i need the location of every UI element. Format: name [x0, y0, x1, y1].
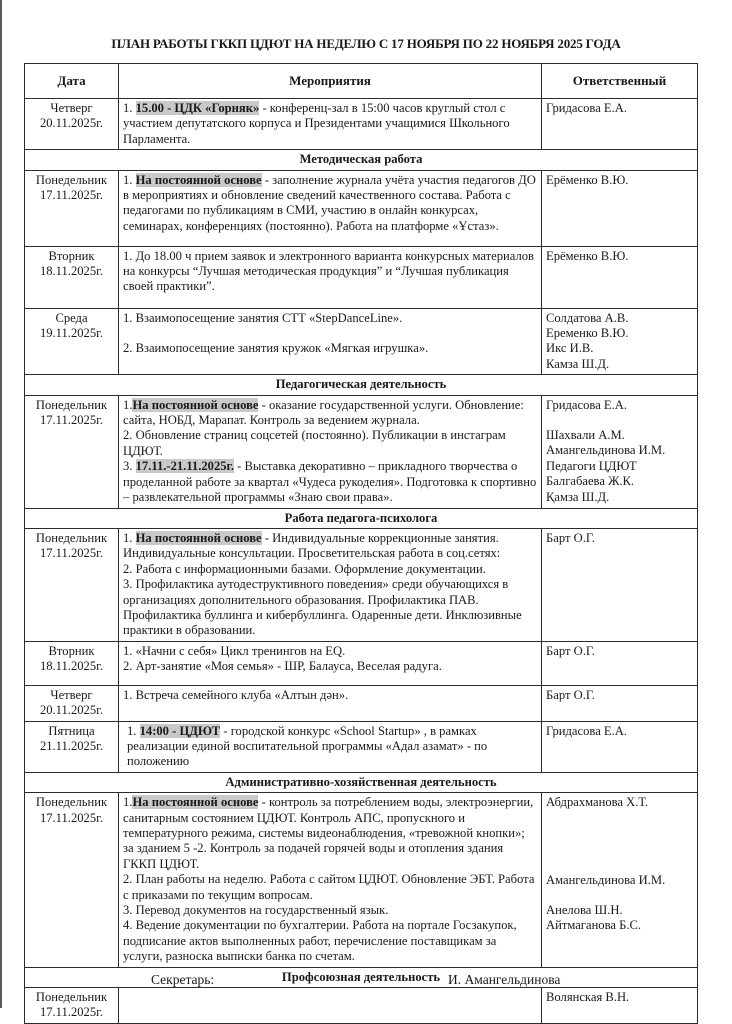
event-item: 2. Арт-занятие «Моя семья» - ШР, Балауса, Веселая радуга. — [123, 659, 442, 674]
item-number: 1. — [127, 723, 140, 738]
event-cell — [119, 170, 542, 246]
date-cell — [25, 685, 119, 721]
responsible-cell: Ерёменко В.Ю. — [542, 170, 698, 246]
event-text: - контроль за потреблением воды, электроэнергии, санитарным состоянием ЦДЮТ. Контроль АПС, пропускного и температурного режима, системы видеонаблюдения, «тревожной кнопки»; за зданием 5 -2. Контроль за подачей горячей воды и отопления здания ГККП ЦДЮТ. — [123, 795, 534, 871]
responsible-cell — [542, 395, 698, 508]
table-row — [25, 685, 698, 721]
day: Вторник — [48, 248, 95, 263]
highlighted-text: На постоянной основе — [135, 530, 262, 545]
date: 17.11.2025г. — [39, 546, 104, 561]
event-text: - конференц-зал в 15:00 часов круглый стол с участием депутатского корпуса и Президентами учащимися Школьного Парламента. — [123, 101, 510, 146]
section-row — [25, 967, 698, 987]
responsible-person: Абдрахманова Х.Т. — [546, 795, 648, 810]
event-text: - заполнение журнала учёта участия педагогов ДО в мероприятиях и обновление сведений качественного состава. Работа с педагогами по публикациям в СМИ, участию в онлайн конкурсах, семинарах, конференциях (постоянно). Работа на платформе «Ұстаз». — [123, 172, 536, 233]
event-text: - оказание государственной услуги. Обновление: сайта, НОБД, Марапат. Контроль за ведением журнала. — [123, 397, 524, 428]
day: Четверг — [50, 101, 93, 115]
plan-table — [24, 63, 698, 1024]
secretary-name: И. Амангельдинова — [448, 972, 561, 987]
event-item: 3. Перевод документов на государственный язык. — [123, 903, 389, 918]
highlighted-text: На постоянной основе — [135, 172, 262, 187]
item-number: 1. — [123, 172, 136, 187]
day: Понедельник — [35, 397, 108, 412]
responsible-cell: Барт О.Г. — [542, 641, 698, 685]
header-events: Мероприятия — [119, 64, 542, 99]
responsible-cell: Ерёменко В.Ю. — [542, 246, 698, 308]
section-title-psychologist: Работа педагога-психолога — [25, 508, 698, 528]
event-cell — [119, 528, 542, 641]
header-responsible: Ответственный — [542, 64, 698, 99]
event-item: 3. Профилактика аутодеструктивного поведения» среди обучающихся в организациях дополнительного образования. Профилактика ПАВ. Профилактика буллинга и кибербуллинга. Одаренные дети. Инклюзивные практики в образовании. — [123, 577, 522, 638]
table-row — [25, 528, 698, 641]
section-row — [25, 150, 698, 170]
event-cell — [119, 641, 542, 685]
date: 20.11.2025г. — [39, 116, 104, 131]
event-item — [123, 531, 537, 562]
highlighted-text: 17.11.-21.11.2025г. — [135, 459, 234, 474]
event-cell — [119, 99, 542, 150]
event-cell — [119, 793, 542, 967]
day: Вторник — [48, 643, 95, 658]
responsible-person: Амангельдинова И.М. — [546, 443, 666, 458]
responsible-person: Камза Ш.Д. — [546, 356, 610, 371]
responsible-cell — [542, 308, 698, 375]
date-cell — [25, 99, 119, 150]
event-text: - городской конкурс «School Startup» , в рамках реализации единой воспитательной программы «Адал азамат» - по положению — [127, 723, 488, 769]
event-item: 2. Взаимопосещение занятия кружок «Мягкая игрушка». — [123, 341, 429, 356]
day: Понедельник — [35, 172, 108, 187]
event-cell: 1. Встреча семейного клуба «Алтын дән». — [119, 685, 542, 721]
responsible-cell: Барт О.Г. — [542, 528, 698, 641]
event-item: 4. Ведение документации по бухгалтерии. Работа на портале Госзакупок, подписание актов выполненных работ, перечисление поставщикам за услуги, разноска выписки банка по счетам. — [123, 918, 517, 964]
item-number: 1. — [123, 795, 133, 810]
day: Четверг — [50, 687, 93, 702]
day: Среда — [55, 310, 88, 325]
header-date: Дата — [25, 64, 119, 99]
responsible-person: Қамза Ш.Д. — [546, 489, 610, 504]
item-number: 1. — [123, 101, 136, 115]
day: Понедельник — [35, 990, 108, 1005]
date: 17.11.2025г. — [39, 810, 104, 825]
date: 19.11.2025г. — [39, 326, 104, 341]
table-row — [25, 641, 698, 685]
date: 18.11.2025г. — [39, 264, 104, 279]
date: 21.11.2025г. — [39, 738, 104, 753]
table-row — [25, 395, 698, 508]
section-row — [25, 772, 698, 792]
date-cell — [25, 641, 119, 685]
responsible-person: Гридасова Е.А. — [546, 397, 628, 412]
event-cell — [119, 308, 542, 375]
responsible-person: Анелова Ш.Н. — [546, 903, 623, 917]
event-item: 1. Взаимопосещение занятия СТТ «StepDanceLine». — [123, 310, 403, 325]
item-number: 1. — [123, 397, 133, 412]
highlighted-text: 14:00 - ЦДЮТ — [139, 723, 221, 738]
page-edge — [0, 0, 2, 1008]
date-cell — [25, 395, 119, 508]
responsible-cell: Гридасова Е.А. — [542, 721, 698, 772]
table-row — [25, 721, 698, 772]
event-item — [123, 459, 537, 505]
date-cell — [25, 528, 119, 641]
day: Пятница — [48, 723, 95, 738]
highlighted-text: На постоянной основе — [132, 397, 259, 412]
event-text: - Индивидуальные коррекционные занятия. Индивидуальные консультации. Просветительская работа в соц.сетях: — [123, 530, 501, 561]
highlighted-text: 15.00 - ЦДК «Горняк» — [135, 101, 260, 115]
event-item: 2. Работа с информационными базами. Оформление документации. — [123, 561, 486, 576]
date: 18.11.2025г. — [39, 659, 104, 674]
event-item: 2. План работы на неделю. Работа с сайтом ЦДЮТ. Обновление ЭБТ. Работа с приказами по текущим вопросам. — [123, 872, 535, 902]
table-row — [25, 99, 698, 150]
date-cell — [25, 721, 119, 772]
responsible-person: Икс И.В. — [546, 341, 594, 356]
responsible-person: Солдатова А.В. — [546, 310, 629, 325]
responsible-person: Амангельдинова И.М. — [546, 872, 666, 887]
section-row — [25, 508, 698, 528]
day: Понедельник — [35, 530, 108, 545]
date-cell — [25, 170, 119, 246]
document-title: ПЛАН РАБОТЫ ГККП ЦДЮТ НА НЕДЕЛЮ С 17 НОЯБРЯ ПО 22 НОЯБРЯ 2025 ГОДА — [111, 36, 621, 51]
responsible-person: Педагоги ЦДЮТ — [546, 458, 637, 473]
item-number: 3. — [123, 459, 136, 474]
responsible-person: Балгабаева Ж.К. — [546, 474, 635, 489]
responsible-cell — [542, 793, 698, 967]
responsible-cell: Волянская В.Н. — [542, 988, 698, 1024]
date: 17.11.2025г. — [39, 1005, 104, 1020]
item-number: 1. — [123, 530, 136, 545]
responsible-cell: Барт О.Г. — [542, 685, 698, 721]
section-title-methodical: Методическая работа — [25, 150, 698, 170]
event-item — [123, 795, 537, 872]
section-title-union: Профсоюзная деятельность — [25, 967, 698, 987]
table-row — [25, 246, 698, 308]
responsible-cell: Гридасова Е.А. — [542, 99, 698, 150]
section-row — [25, 375, 698, 395]
table-header-row — [25, 64, 698, 99]
responsible-person: Еременко В.Ю. — [546, 326, 629, 341]
section-title-administrative: Административно-хозяйственная деятельность — [25, 772, 698, 792]
highlighted-text: На постоянной основе — [132, 795, 259, 810]
event-item: 2. Обновление страниц соцсетей (постоянно). Публикации в инстаграм ЦДЮТ. — [123, 428, 506, 458]
table-row — [25, 308, 698, 375]
event-cell — [119, 395, 542, 508]
responsible-person: Шахвали А.М. — [546, 428, 625, 443]
event-text: - Выставка декоративно – прикладного творчества о проделанной работе за квартал «Чудеса рукоделия». Подготовка к спортивно – развлекательной программы «Знаю свои права». — [123, 459, 537, 505]
table-row — [25, 988, 698, 1024]
date: 20.11.2025г. — [39, 703, 104, 718]
secretary-label: Секретарь: — [151, 972, 215, 987]
table-row — [25, 793, 698, 967]
event-cell: 1. До 18.00 ч прием заявок и электронного варианта конкурсных материалов на конкурсы “Лучшая методическая продукция” и “Лучшая публикация своей практики”. — [119, 246, 542, 308]
date-cell — [25, 793, 119, 967]
table-row — [25, 170, 698, 246]
date-cell — [25, 246, 119, 308]
date: 17.11.2025г. — [39, 413, 104, 428]
date-cell — [25, 988, 119, 1024]
event-item — [123, 398, 537, 429]
responsible-person: Айтмаганова Б.С. — [546, 918, 642, 933]
event-cell — [119, 988, 542, 1024]
date-cell — [25, 308, 119, 375]
day: Понедельник — [35, 795, 108, 810]
section-title-pedagogical: Педагогическая деятельность — [25, 375, 698, 395]
event-item: 1. «Начни с себя» Цикл тренингов на EQ. — [123, 643, 346, 658]
event-cell — [119, 721, 542, 772]
date: 17.11.2025г. — [39, 188, 104, 203]
